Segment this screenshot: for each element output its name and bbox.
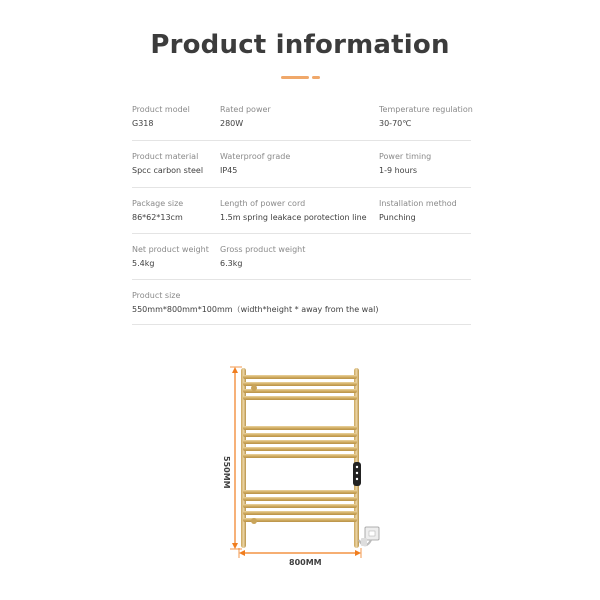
spec-label: Power timing (379, 152, 432, 161)
spec-label: Installation method (379, 199, 457, 208)
spec-row (132, 188, 471, 234)
spec-value: IP45 (220, 166, 238, 175)
wall-bracket (251, 518, 257, 524)
spec-cell-net-weight (132, 245, 209, 269)
spec-label: Product model (132, 105, 190, 114)
spec-value: 1.5m spring leakace porotection line (220, 213, 367, 222)
spec-cell-power-timing (379, 152, 431, 176)
title-underline (281, 76, 320, 79)
spec-label: Package size (132, 199, 184, 208)
spec-cell-waterproof-grade (220, 152, 290, 176)
width-dimension-line (239, 548, 361, 558)
spec-label: Net product weight (132, 245, 209, 254)
spec-label: Product material (132, 152, 199, 161)
spec-row (132, 280, 471, 325)
page-title: Product information (150, 30, 450, 60)
spec-value: 280W (220, 119, 244, 128)
height-dimension-label: 550MM (222, 456, 231, 489)
spec-cell-installation-method (379, 199, 457, 223)
product-dimension-diagram (218, 360, 388, 575)
spec-label: Waterproof grade (220, 152, 291, 161)
spec-cell-product-model (132, 105, 190, 129)
spec-value: 550mm*800mm*100mm（width*height * away from the wal) (132, 305, 379, 314)
spec-label: Product size (132, 291, 181, 300)
spec-label: Gross product weight (220, 245, 306, 254)
width-dimension-label: 800MM (289, 558, 322, 567)
power-plug-icon (359, 527, 379, 546)
spec-value: G318 (132, 119, 154, 128)
spec-cell-gross-weight (220, 245, 305, 269)
spec-cell-product-size (132, 291, 378, 315)
spec-value: Punching (379, 213, 416, 222)
rails (243, 375, 357, 522)
spec-label: Rated power (220, 105, 271, 114)
spec-cell-temperature-regulation (379, 105, 473, 129)
specs-table (132, 94, 471, 325)
spec-cell-package-size (132, 199, 183, 223)
spec-value: 6.3kg (220, 259, 243, 268)
spec-label: Temperature regulation (379, 105, 473, 114)
spec-value: 30-70℃ (379, 119, 412, 128)
spec-label: Length of power cord (220, 199, 306, 208)
spec-value: Spcc carbon steel (132, 166, 204, 175)
spec-value: 86*62*13cm (132, 213, 183, 222)
spec-row (132, 234, 471, 280)
spec-row (132, 141, 471, 188)
spec-cell-product-material (132, 152, 203, 176)
spec-value: 5.4kg (132, 259, 155, 268)
height-dimension-line (230, 367, 242, 549)
wall-bracket (251, 385, 257, 391)
spec-row (132, 94, 471, 141)
spec-cell-rated-power (220, 105, 271, 129)
spec-value: 1-9 hours (379, 166, 418, 175)
towel-rail-illustration (218, 360, 388, 575)
spec-cell-power-cord-length (220, 199, 367, 223)
control-panel (353, 462, 361, 486)
